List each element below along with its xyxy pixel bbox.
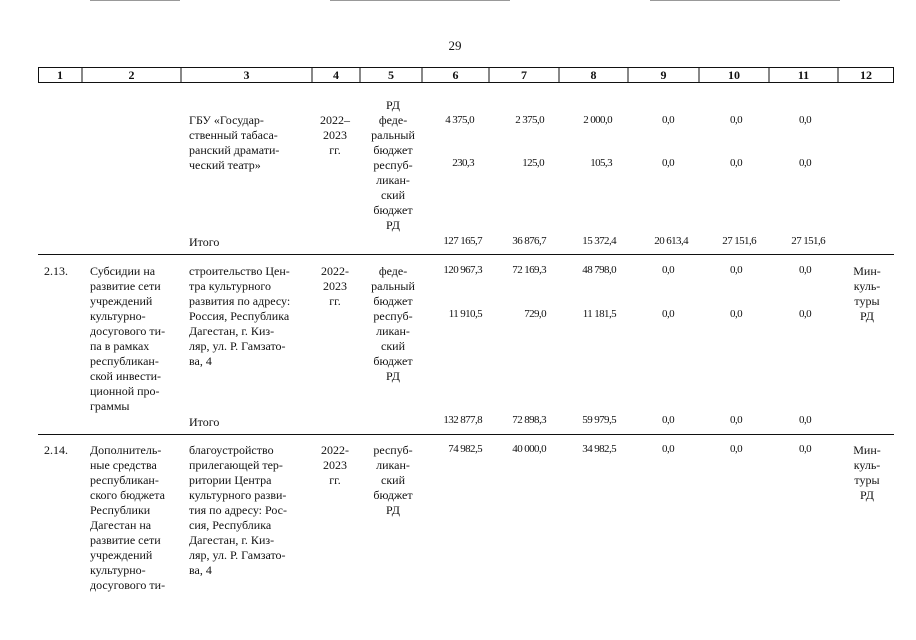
- itogo-1-col8: 15 372,4: [582, 235, 616, 247]
- row-2-13-number: 2.13.: [44, 264, 68, 278]
- row-2-13-object-name: строительство Цен- тра культурного развития по адресу: Россия, Республика Дагестан, г. Киз- ляр, ул. Р. Гамзато- ва, 4: [189, 264, 291, 368]
- row-2-13-funding-source: феде- ральный бюджет респуб- ликан- ский бюджет РД: [371, 264, 415, 383]
- scan-artifact-line: [90, 0, 180, 1]
- row-2-14-number: 2.14.: [44, 443, 68, 457]
- gbu-fed-col11: 0,0: [799, 114, 811, 126]
- itogo-1-col10: 27 151,6: [722, 235, 756, 247]
- gbu-rep-col11: 0,0: [799, 157, 811, 169]
- row-2-13-fed-col9: 0,0: [662, 264, 674, 276]
- row-2-14-col10: 0,0: [730, 443, 742, 455]
- itogo-2-col7: 72 898,3: [512, 414, 546, 426]
- row-2-13-rep-col9: 0,0: [662, 308, 674, 320]
- itogo-1-col7: 36 876,7: [512, 235, 546, 247]
- itogo-2-label: Итого: [189, 415, 220, 429]
- row-2-14-col7: 40 000,0: [512, 443, 546, 455]
- col-header-4: 4: [333, 68, 339, 82]
- gbu-rep-col7: 125,0: [522, 157, 544, 169]
- row-2-13-rep-col7: 729,0: [524, 308, 546, 320]
- itogo-2-col8: 59 979,5: [582, 414, 616, 426]
- col-header-5: 5: [388, 68, 394, 82]
- gbu-fed-col8: 2 000,0: [583, 114, 612, 126]
- row-2-13-rep-col8: 11 181,5: [582, 308, 616, 320]
- row-2-13-fed-col6: 120 967,3: [443, 264, 482, 276]
- col-header-12: 12: [860, 68, 872, 82]
- row-2-14-description: Дополнитель- ные средства республикан- ского бюджета Республики Дагестан на развитие сети учреждений культурно- досугового ти-: [90, 443, 166, 592]
- gbu-object-name: ГБУ «Государ- ственный табаса- ранский драмати- ческий театр»: [189, 113, 280, 172]
- itogo-1-col11: 27 151,6: [791, 235, 825, 247]
- row-2-13-fed-col11: 0,0: [799, 264, 811, 276]
- row-2-13-rep-col10: 0,0: [730, 308, 742, 320]
- col-header-11: 11: [797, 68, 810, 82]
- row-2-13-fed-col8: 48 798,0: [582, 264, 616, 276]
- col-header-3: 3: [243, 68, 250, 82]
- itogo-1-col9: 20 613,4: [654, 235, 688, 247]
- itogo-1-label: Итого: [189, 235, 220, 249]
- col-header-10: 10: [728, 68, 740, 82]
- row-2-13-period: 2022- 2023 гг.: [321, 264, 349, 308]
- itogo-1-col6: 127 165,7: [443, 235, 482, 247]
- itogo-2-col10: 0,0: [730, 414, 742, 426]
- row-2-14-executor: Мин- куль- туры РД: [853, 443, 881, 502]
- itogo-2-col9: 0,0: [662, 414, 674, 426]
- gbu-rep-col9: 0,0: [662, 157, 674, 169]
- col-header-1: 1: [57, 68, 63, 82]
- column-header-row: [38, 67, 894, 83]
- col-header-6: 6: [452, 68, 459, 82]
- row-2-14-col9: 0,0: [662, 443, 674, 455]
- itogo-2-col11: 0,0: [799, 414, 811, 426]
- row-2-13-rep-col11: 0,0: [799, 308, 811, 320]
- row-2-14-funding-source: респуб- ликан- ский бюджет РД: [373, 443, 413, 517]
- col-header-2: 2: [128, 68, 135, 82]
- col-header-8: 8: [590, 68, 597, 82]
- row-2-13-fed-col10: 0,0: [730, 264, 742, 276]
- row-2-14-period: 2022- 2023 гг.: [321, 443, 349, 487]
- row-2-13-description: Субсидии на развитие сети учреждений культурно- досугового ти- па в рамках республикан- ской инвести- ционной про- граммы: [90, 264, 166, 413]
- gbu-fed-col6: 4 375,0: [445, 114, 474, 126]
- gbu-rep-col10: 0,0: [730, 157, 742, 169]
- row-2-14-object-name: благоустройство прилегающей тер- ритории Центра культурного разви- тия по адресу: Рос- сия, Республика Дагестан, г. Киз- ляр, ул. Р. Гамзато- ва, 4: [189, 443, 288, 577]
- row-2-14-col8: 34 982,5: [582, 443, 616, 455]
- page-number: 29: [448, 38, 462, 53]
- row-2-13-fed-col7: 72 169,3: [512, 264, 546, 276]
- col-header-9: 9: [660, 68, 667, 82]
- row-separator: [38, 434, 894, 435]
- row-separator: [38, 254, 894, 255]
- col-header-7: 7: [521, 68, 527, 82]
- gbu-period: 2022– 2023 гг.: [320, 113, 350, 157]
- gbu-fed-col9: 0,0: [662, 114, 674, 126]
- row-2-13-executor: Мин- куль- туры РД: [853, 264, 881, 323]
- itogo-2-col6: 132 877,8: [443, 414, 482, 426]
- gbu-funding-source: РД феде- ральный бюджет респуб- ликан- ский бюджет РД: [371, 98, 415, 232]
- row-2-14-col11: 0,0: [799, 443, 811, 455]
- gbu-rep-col8: 105,3: [590, 157, 612, 169]
- scan-artifact-line: [330, 0, 510, 1]
- gbu-rep-col6: 230,3: [452, 157, 474, 169]
- gbu-fed-col7: 2 375,0: [515, 114, 544, 126]
- scan-artifact-line: [650, 0, 840, 1]
- row-2-13-rep-col6: 11 910,5: [448, 308, 482, 320]
- gbu-fed-col10: 0,0: [730, 114, 742, 126]
- row-2-14-col6: 74 982,5: [448, 443, 482, 455]
